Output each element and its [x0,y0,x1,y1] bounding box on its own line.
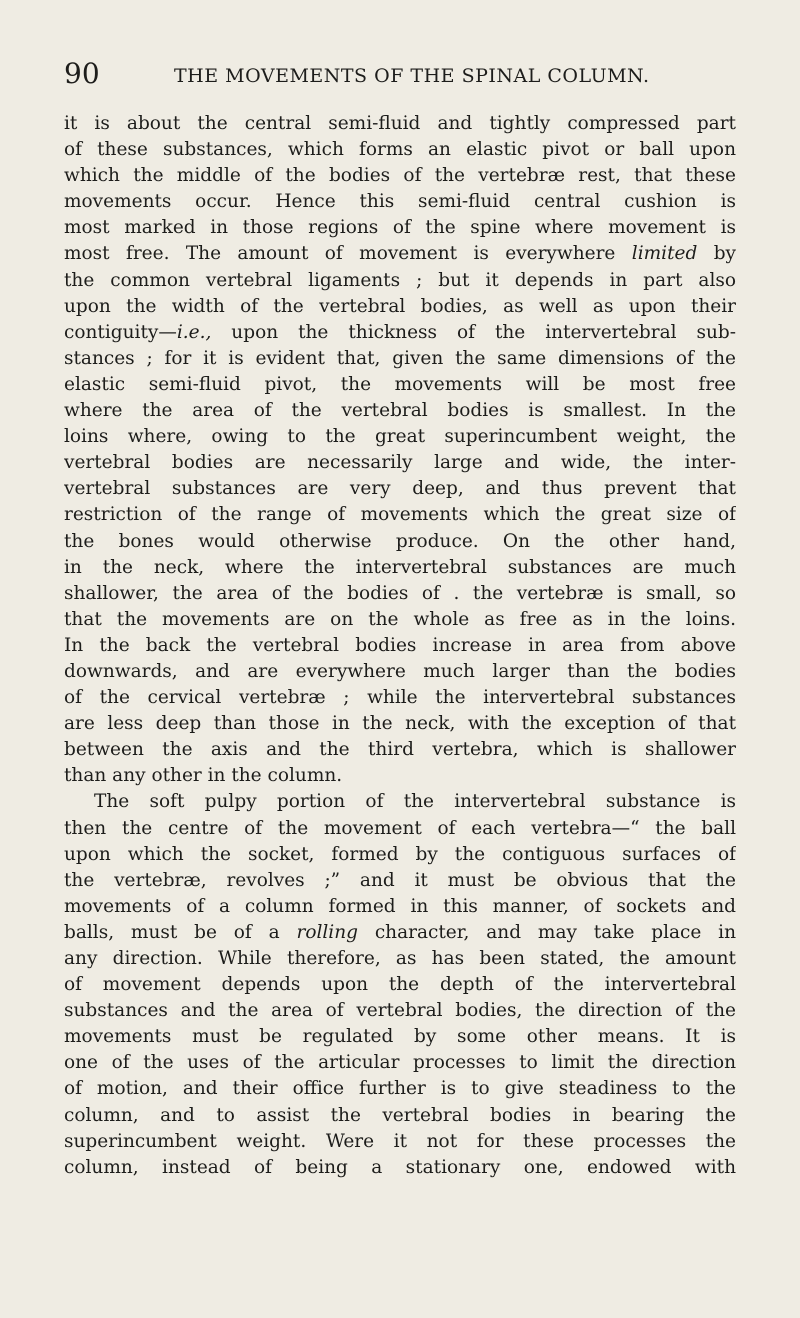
text-line: elastic semi-fluid pivot, the movements will be most free [64,373,736,395]
text-line: that the movements are on the whole as free as in the loins. [64,608,736,630]
text-line: any direction. While therefore, as has been stated, the amount [64,948,736,969]
text-line: vertebral bodies are necessarily large and wide, the inter- [64,452,736,474]
running-head [64,58,736,98]
text-line: in the neck, where the intervertebral substances are much [64,556,736,578]
text-line: loins where, owing to the great superincumbent weight, the [64,426,736,448]
italic-rolling: rolling [296,921,358,943]
text-line: movements of a column formed in this manner, of sockets and [64,895,736,917]
text-line: where the area of the vertebral bodies is smallest. In the [64,400,736,422]
text-line: movements occur. Hence this semi-fluid central cushion is [64,191,736,213]
text-line: one of the uses of the articular processes to limit the direction [64,1052,736,1074]
text-line: upon the width of the vertebral bodies, as well as upon their [64,295,736,317]
text-line: are less deep than those in the neck, with the exception of that [64,713,736,735]
running-title: THE MOVEMENTS OF THE SPINAL COLUMN. [174,65,650,87]
text-line: shallower, the area of the bodies of . the vertebræ is small, so [64,582,736,604]
text-line: In the back the vertebral bodies increase in area from above [64,634,736,656]
italic-limited: limited [631,243,698,265]
text-line: of movement depends upon the depth of the intervertebral [64,974,736,996]
text-line: the common vertebral ligaments ; but it depends in part also [64,269,736,291]
text-line: balls, must be of a rolling character, and may take place in [64,921,736,943]
text-line: downwards, and are everywhere much larger than the bodies [64,660,736,682]
text-line: most marked in those regions of the spine where movement is [64,217,736,239]
text-line: contiguity—i.e., upon the thickness of the intervertebral sub- [64,321,736,343]
text-line: the bones would otherwise produce. On the other hand, [64,530,736,552]
text-line: The soft pulpy portion of the intervertebral substance is [94,791,736,813]
text-line: which the middle of the bodies of the vertebræ rest, that these [64,165,736,187]
text-line: then the centre of the movement of each vertebra—“ the ball [64,817,736,839]
text-line: of the cervical vertebræ ; while the intervertebral substances [64,687,736,709]
text-line: movements must be regulated by some other means. It is [64,1026,736,1048]
text-line: substances and the area of vertebral bodies, the direction of the [64,1000,736,1022]
body-text [64,111,736,1181]
text-line: vertebral substances are very deep, and thus prevent that [64,478,736,500]
text-line: column, instead of being a stationary one, endowed with [64,1156,736,1178]
text-line: stances ; for it is evident that, given the same dimensions of the [64,347,736,369]
text-line: restriction of the range of movements which the great size of [64,504,736,526]
text-line: of these substances, which forms an elastic pivot or ball upon [64,139,736,161]
text-line: most free. The amount of movement is everywhere limited by [64,243,736,265]
italic-ie: i.e., [176,321,212,343]
text-line: superincumbent weight. Were it not for these processes the [64,1130,736,1152]
text-line: than any other in the column. [64,765,343,787]
text-line: column, and to assist the vertebral bodies in bearing the [64,1104,736,1126]
text-line: between the axis and the third vertebra, which is shallower [64,739,736,761]
text-line: of motion, and their office further is to give steadiness to the [64,1078,736,1100]
text-line: it is about the central semi-fluid and tightly compressed part [64,113,736,134]
text-line: the vertebræ, revolves ;” and it must be obvious that the [64,869,736,891]
text-line: upon which the socket, formed by the contiguous surfaces of [64,843,736,865]
page-number: 90 [64,57,100,90]
